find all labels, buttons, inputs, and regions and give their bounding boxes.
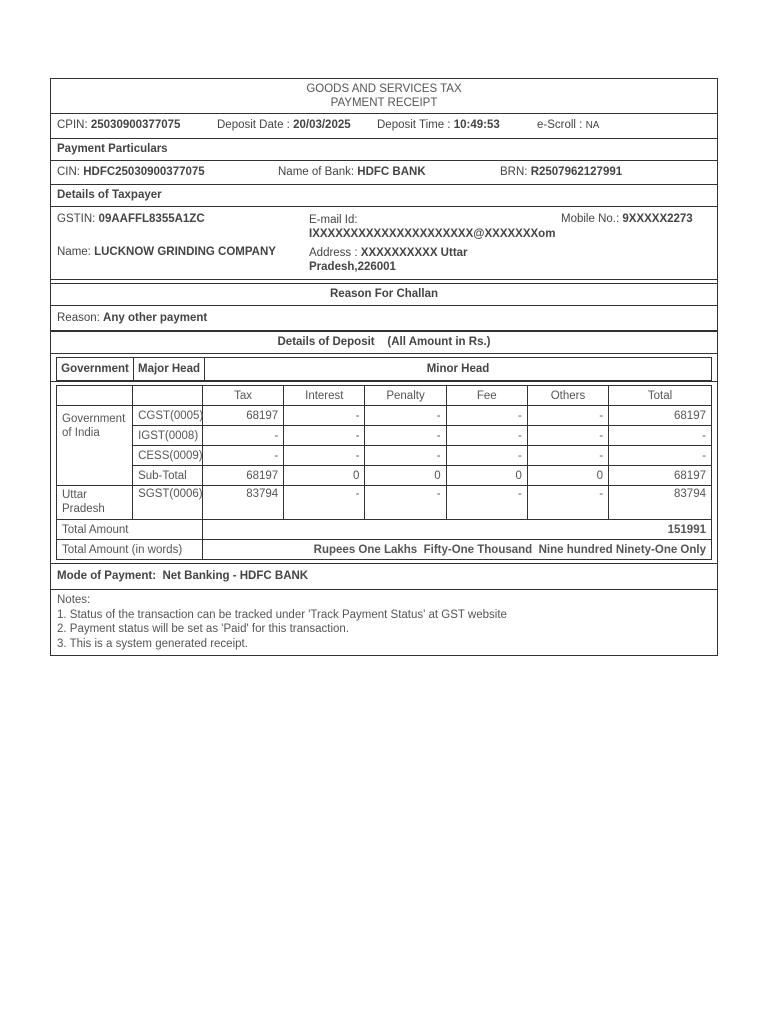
cpin-row (51, 114, 717, 139)
cpin-label: CPIN: (57, 119, 88, 131)
e-scroll (537, 119, 599, 131)
e-scroll-value: NA (585, 120, 600, 131)
column-header: Interest (284, 386, 365, 406)
address-label: Address : (309, 247, 358, 259)
value-cell: - (365, 446, 446, 466)
bank-name-value: HDFC BANK (357, 166, 426, 178)
bank-name-label: Name of Bank: (278, 166, 355, 178)
blank-cell (133, 386, 203, 406)
head-cell: SGST(0006) (133, 486, 203, 520)
challan-heading (51, 284, 717, 306)
notes-section (51, 590, 717, 655)
table-row (57, 486, 712, 520)
value-cell: - (284, 446, 365, 466)
column-header: Total (609, 386, 712, 406)
deposit-heading (51, 332, 717, 354)
value-cell: - (284, 486, 365, 520)
deposit-details (51, 382, 717, 564)
value-cell: - (527, 426, 608, 446)
payment-particulars-title: Payment Particulars (57, 143, 168, 155)
email-label: E-mail Id: (309, 214, 358, 226)
total-words-value: Rupees One Lakhs Fifty-One Thousand Nine hundred Ninety-One Only (202, 540, 711, 560)
gstin-value: 09AAFFL8355A1ZC (98, 213, 205, 225)
cin-row (51, 161, 717, 185)
value-cell: 0 (446, 466, 527, 486)
major-head-header: Major Head (134, 358, 205, 381)
total-words-label: Total Amount (in words) (57, 540, 203, 560)
value-cell: - (365, 406, 446, 426)
deposit-time-value: 10:49:53 (453, 119, 500, 131)
head-cell: CGST(0005) (133, 406, 203, 426)
value-cell: - (609, 446, 712, 466)
brn (500, 166, 622, 178)
deposit-column-headers (57, 386, 712, 406)
mobile (561, 213, 693, 225)
deposit-title-note: (All Amount in Rs.) (387, 336, 491, 348)
note-item: 1. Status of the transaction can be tracked under 'Track Payment Status' at GST website (57, 608, 507, 621)
value-cell: - (446, 426, 527, 446)
value-cell: - (609, 426, 712, 446)
brn-label: BRN: (500, 166, 528, 178)
cin (57, 166, 205, 178)
deposit-header-table (56, 357, 712, 381)
value-cell: 83794 (202, 486, 283, 520)
value-cell: - (527, 446, 608, 466)
column-header: Tax (202, 386, 283, 406)
payment-receipt (50, 78, 718, 656)
minor-head-header: Minor Head (205, 358, 712, 381)
total-words-row (57, 540, 712, 560)
value-cell: 0 (527, 466, 608, 486)
gstin (57, 213, 205, 225)
taxpayer-name (57, 246, 276, 258)
column-header: Fee (446, 386, 527, 406)
reason (57, 312, 207, 324)
deposit-title (51, 332, 717, 348)
receipt-title (51, 79, 717, 114)
payment-particulars-heading (51, 139, 717, 161)
cpin-value: 25030900377075 (90, 119, 181, 131)
deposit-time-label: Deposit Time : (377, 119, 451, 131)
value-cell: 68197 (202, 466, 283, 486)
state-cell: Uttar Pradesh (57, 486, 133, 520)
taxpayer-name-value: LUCKNOW GRINDING COMPANY (94, 246, 276, 258)
cin-value: HDFC25030900377075 (83, 166, 205, 178)
value-cell: 83794 (609, 486, 712, 520)
reason-label: Reason: (57, 312, 100, 324)
column-header: Penalty (365, 386, 446, 406)
cpin (57, 119, 180, 131)
note-item: 3. This is a system generated receipt. (57, 637, 248, 650)
deposit-time (377, 119, 500, 131)
head-cell: CESS(0009) (133, 446, 203, 466)
value-cell: - (284, 406, 365, 426)
address-line-1: XXXXXXXXXX Uttar (360, 247, 468, 259)
value-cell: - (527, 406, 608, 426)
deposit-title-text: Details of Deposit (277, 336, 375, 348)
mode-of-payment-label: Mode of Payment: (57, 570, 157, 582)
total-amount-row (57, 520, 712, 540)
taxpayer-title: Details of Taxpayer (57, 189, 162, 201)
address-line-2: Pradesh,226001 (309, 261, 396, 273)
total-amount-label: Total Amount (57, 520, 203, 540)
table-row (57, 426, 712, 446)
taxpayer-details (51, 207, 717, 280)
value-cell: 0 (365, 466, 446, 486)
head-cell: IGST(0008) (133, 426, 203, 446)
value-cell: 68197 (202, 406, 283, 426)
value-cell: - (446, 486, 527, 520)
mode-of-payment (57, 570, 308, 582)
challan-title: Reason For Challan (330, 288, 438, 300)
reason-row (51, 306, 717, 332)
gstin-label: GSTIN: (57, 213, 96, 225)
value-cell: - (446, 406, 527, 426)
deposit-date (217, 119, 351, 131)
government-header: Government (57, 358, 134, 381)
deposit-header-row (51, 354, 717, 382)
government-of-india-cell: Government of India (57, 406, 133, 486)
value-cell: 68197 (609, 406, 712, 426)
value-cell: - (365, 486, 446, 520)
table-row (57, 446, 712, 466)
title-line-1: GOODS AND SERVICES TAX (306, 83, 462, 95)
blank-cell (57, 386, 133, 406)
head-cell: Sub-Total (133, 466, 203, 486)
value-cell: - (202, 426, 283, 446)
email (309, 213, 555, 241)
deposit-table (56, 385, 712, 560)
value-cell: - (365, 426, 446, 446)
mode-of-payment-value: Net Banking - HDFC BANK (162, 570, 309, 582)
column-header: Others (527, 386, 608, 406)
note-item: 2. Payment status will be set as 'Paid' for this transaction. (57, 623, 350, 635)
table-row (57, 406, 712, 426)
reason-value: Any other payment (103, 312, 208, 324)
value-cell: 68197 (609, 466, 712, 486)
brn-value: R2507962127991 (530, 166, 623, 178)
address (309, 246, 468, 274)
title-line-2: PAYMENT RECEIPT (330, 97, 438, 109)
taxpayer-name-label: Name: (57, 246, 91, 258)
value-cell: - (446, 446, 527, 466)
mobile-value: 9XXXXX2273 (622, 213, 693, 225)
notes-heading: Notes: (57, 594, 91, 606)
mobile-label: Mobile No.: (561, 213, 620, 225)
value-cell: - (284, 426, 365, 446)
e-scroll-label: e-Scroll : (537, 119, 583, 131)
bank-name (278, 166, 426, 178)
deposit-date-value: 20/03/2025 (293, 119, 351, 131)
value-cell: - (527, 486, 608, 520)
taxpayer-heading (51, 185, 717, 207)
total-amount-value: 151991 (202, 520, 711, 540)
value-cell: 0 (284, 466, 365, 486)
cin-label: CIN: (57, 166, 80, 178)
mode-of-payment-row (51, 564, 717, 590)
email-value: IXXXXXXXXXXXXXXXXXXXXX@XXXXXXXom (309, 228, 556, 240)
subtotal-row (57, 466, 712, 486)
deposit-date-label: Deposit Date : (217, 119, 290, 131)
value-cell: - (202, 446, 283, 466)
